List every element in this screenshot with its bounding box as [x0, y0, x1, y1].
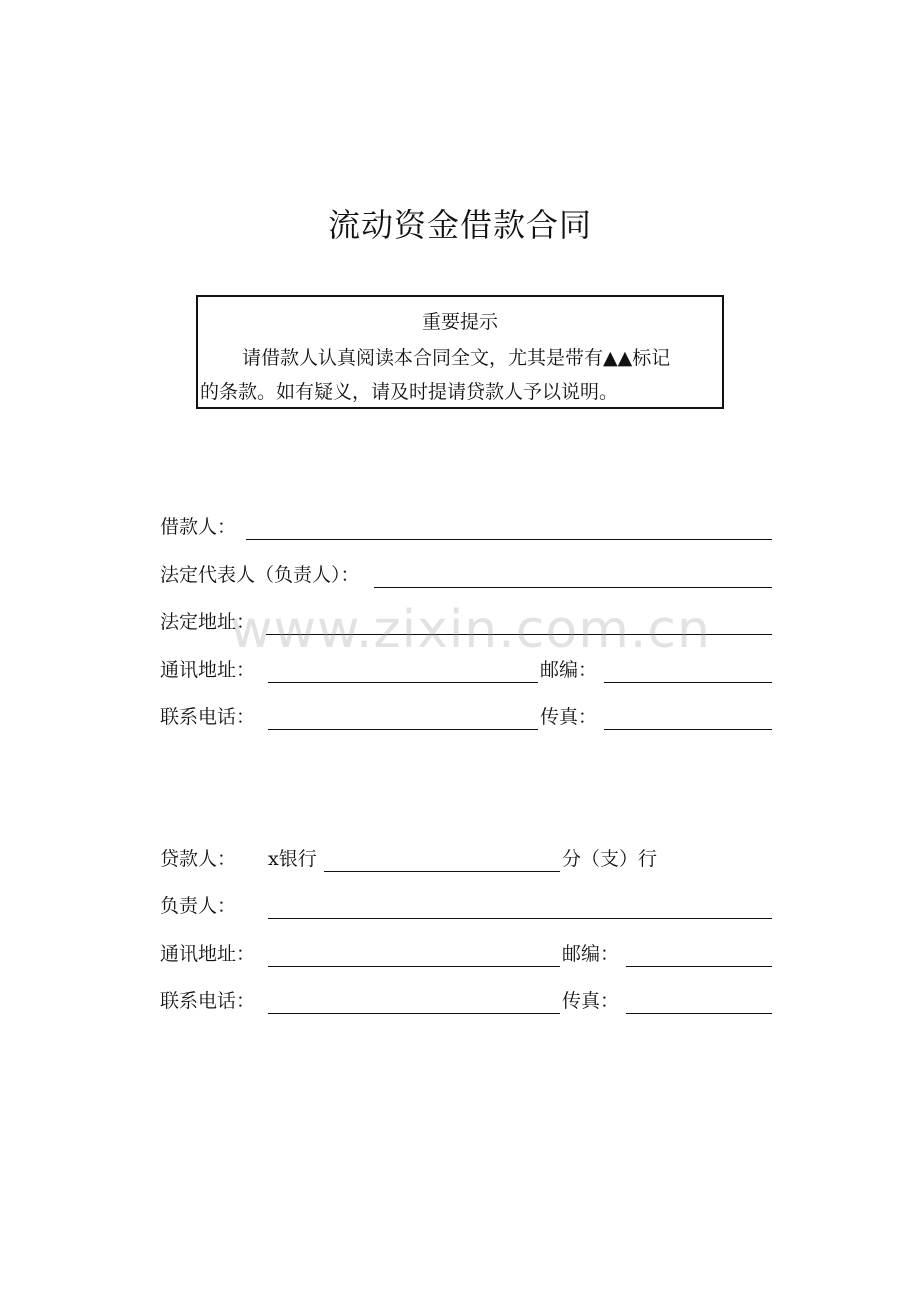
legal-address-field[interactable] [266, 634, 772, 635]
lender-responsible-label: 负责人： [160, 895, 237, 917]
lender-branch-suffix: 分（支）行 [562, 848, 658, 870]
borrower-phone-row [160, 704, 772, 734]
borrower-name-field[interactable] [246, 539, 772, 540]
borrower-mail-address-field[interactable] [268, 682, 538, 683]
lender-phone-label: 联系电话： [160, 990, 256, 1012]
lender-mail-address-label: 通讯地址： [160, 943, 256, 965]
legal-representative-label: 法定代表人（负责人）： [160, 564, 360, 586]
lender-responsible-field[interactable] [268, 918, 772, 919]
borrower-postcode-field[interactable] [604, 682, 772, 683]
borrower-postcode-label: 邮编： [540, 659, 598, 681]
borrower-name-label: 借款人： [160, 516, 237, 538]
borrower-mail-address-row [160, 657, 772, 687]
borrower-fax-label: 传真： [540, 706, 598, 728]
lender-branch-field[interactable] [324, 871, 560, 872]
important-notice-box [196, 295, 724, 409]
lender-phone-field[interactable] [268, 1013, 560, 1014]
lender-mail-address-field[interactable] [268, 966, 560, 967]
lender-fax-field[interactable] [626, 1013, 772, 1014]
legal-address-label: 法定地址： [160, 611, 256, 633]
lender-fax-label: 传真： [562, 990, 620, 1012]
borrower-phone-label: 联系电话： [160, 706, 256, 728]
legal-representative-row [160, 562, 772, 592]
legal-representative-field[interactable] [374, 587, 772, 588]
lender-phone-row [160, 988, 772, 1018]
borrower-mail-address-label: 通讯地址： [160, 659, 256, 681]
notice-heading: 重要提示 [421, 311, 498, 333]
watermark-text: www.zixin.com.cn [230, 600, 711, 660]
borrower-fax-field[interactable] [604, 729, 772, 730]
borrower-phone-field[interactable] [268, 729, 538, 730]
legal-address-row [160, 609, 772, 639]
lender-name-label: 贷款人： [160, 848, 237, 870]
lender-bank-prefix: x银行 [268, 848, 317, 870]
lender-postcode-label: 邮编： [562, 943, 620, 965]
notice-text-line-1: 请借款人认真阅读本合同全文，尤其是带有▲▲标记 [242, 347, 671, 369]
borrower-name-row [160, 514, 772, 544]
lender-mail-address-row [160, 941, 772, 971]
document-title: 流动资金借款合同 [327, 206, 592, 244]
lender-responsible-row [160, 893, 772, 923]
notice-text-line-2: 的条款。如有疑义，请及时提请贷款人予以说明。 [200, 381, 619, 403]
lender-name-row [160, 846, 772, 876]
lender-postcode-field[interactable] [626, 966, 772, 967]
